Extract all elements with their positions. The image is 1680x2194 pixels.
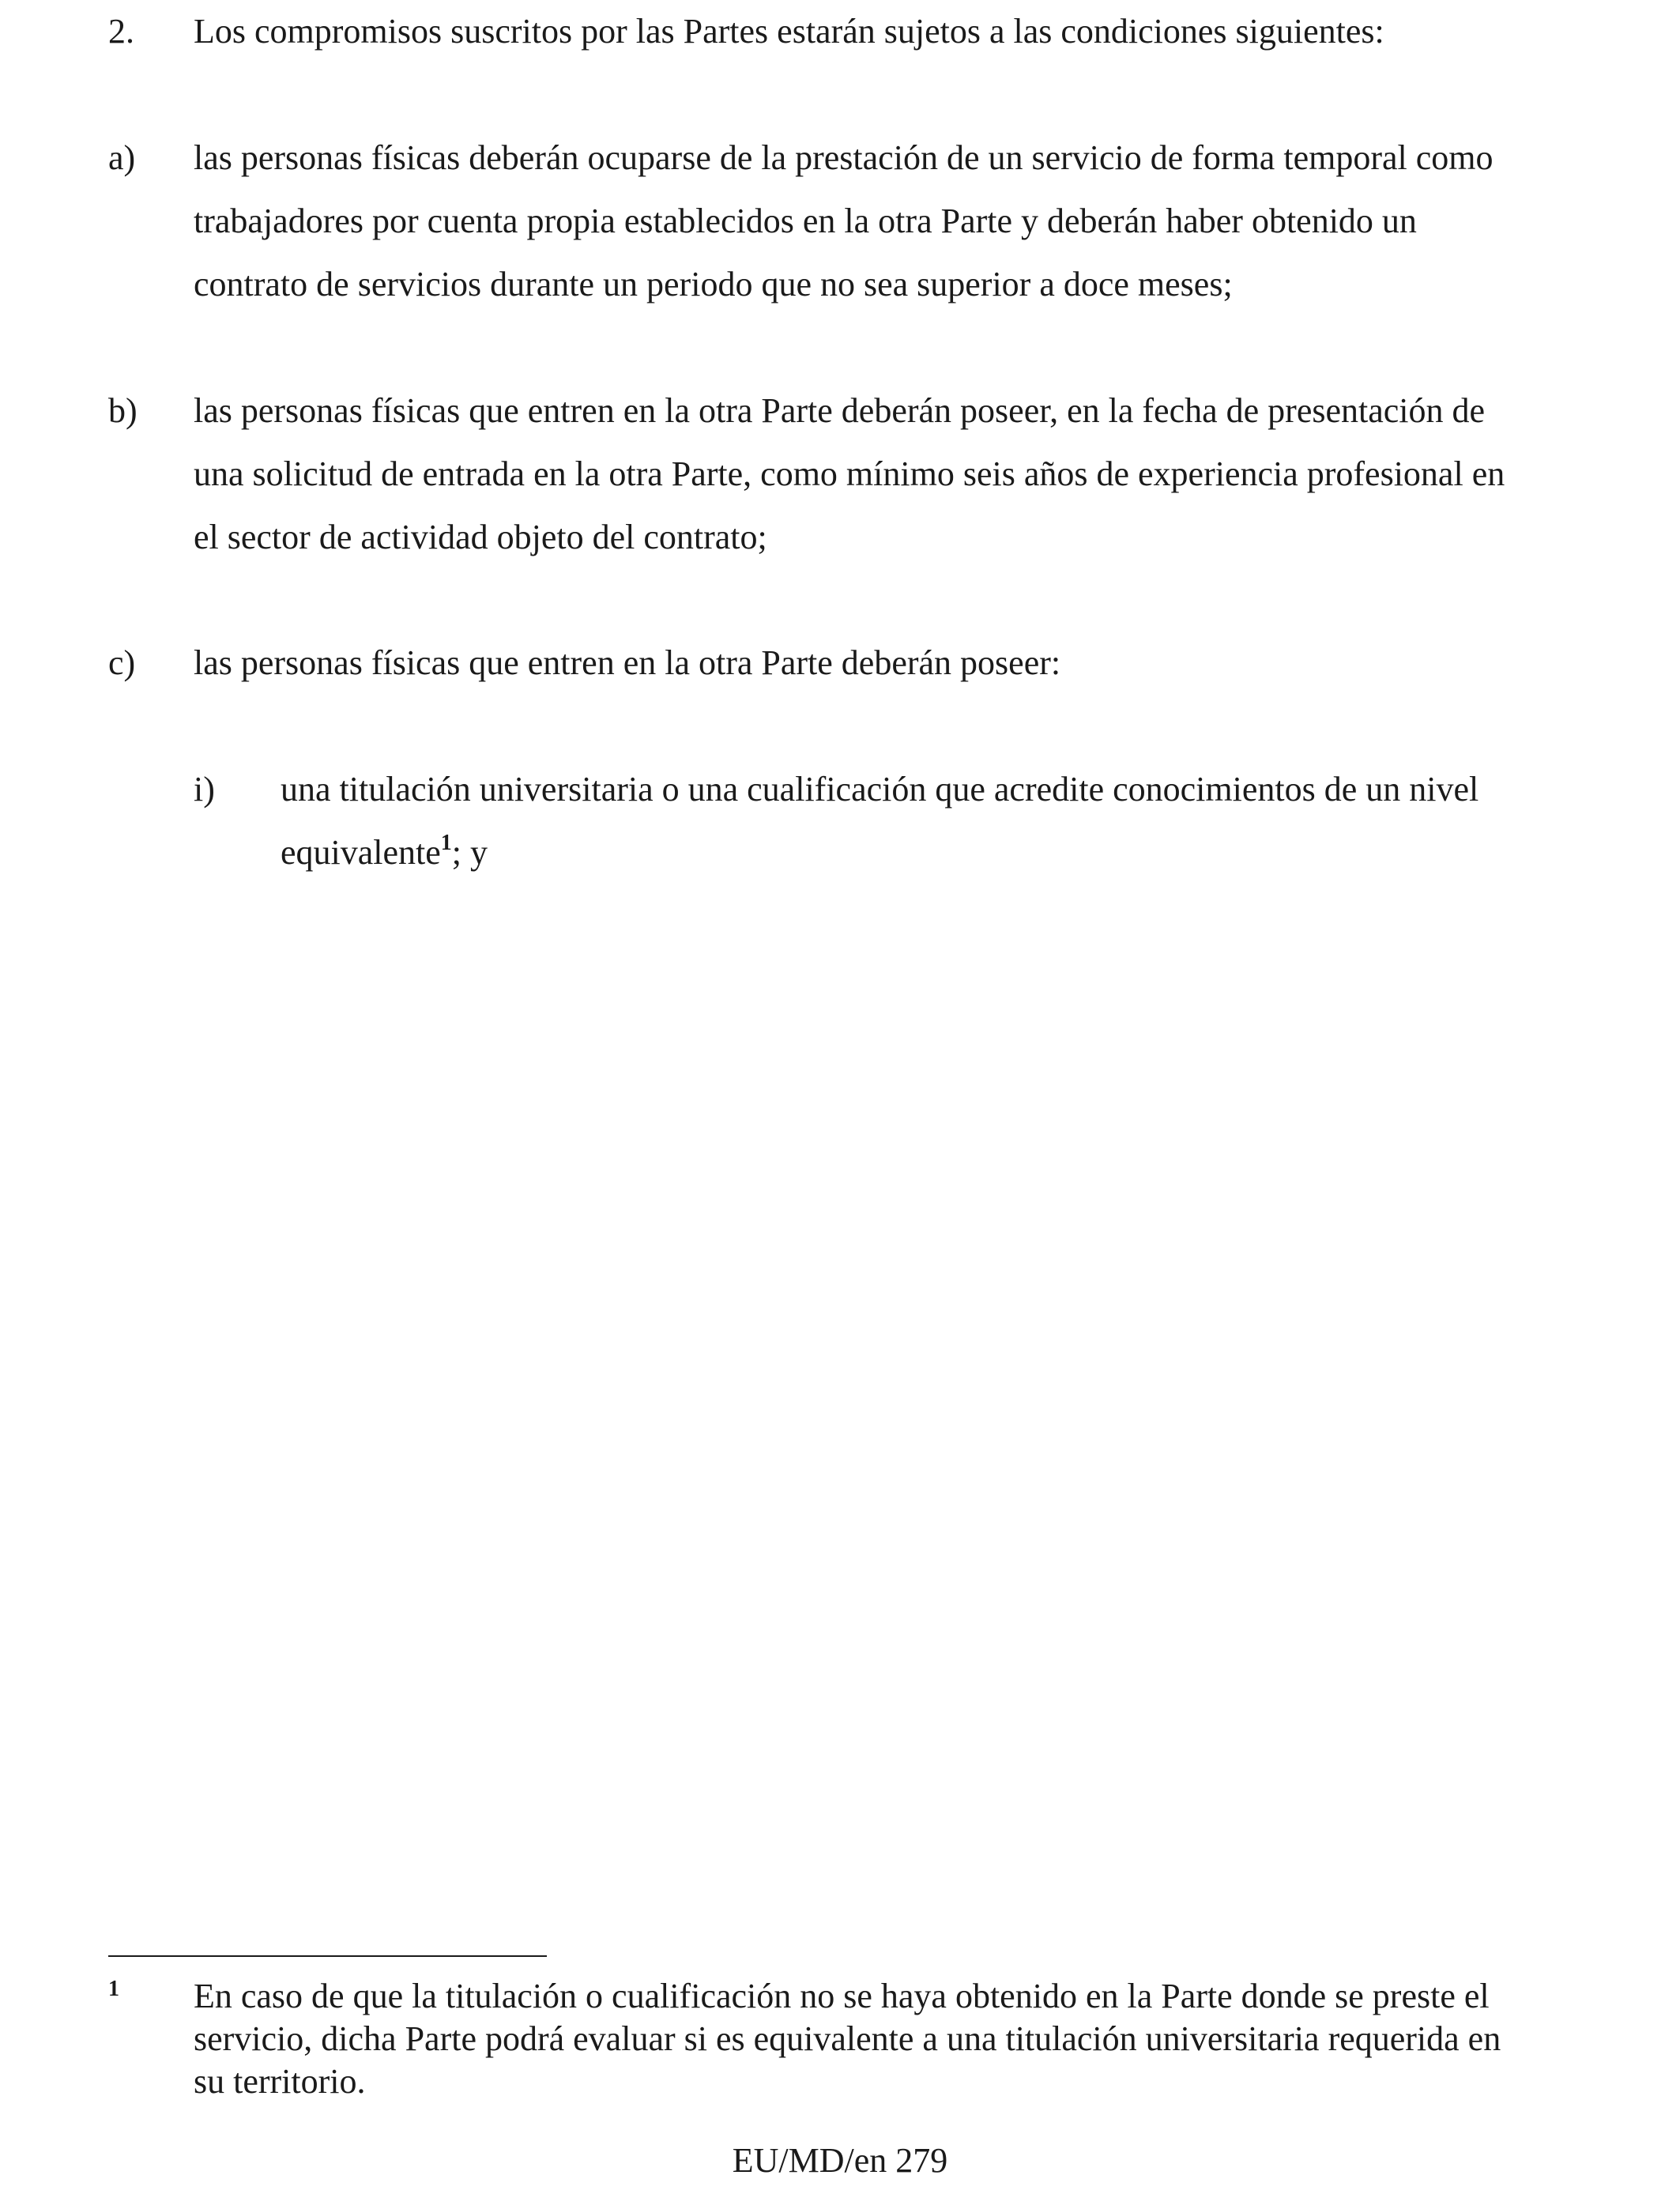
item-a-line-1: las personas físicas deberán ocuparse de la prestación de un servicio de forma temporal como: [194, 138, 1494, 177]
subitem-i-label: i): [194, 770, 215, 809]
subitem-i-line-2-tail: ; y: [451, 833, 488, 872]
item-c-label: c): [108, 643, 136, 682]
paragraph-intro-text: Los compromisos suscritos por las Partes estarán sujetos a las condiciones siguientes:: [194, 12, 1384, 51]
item-b-line-2: una solicitud de entrada en la otra Parte, como mínimo seis años de experiencia profesional en: [194, 454, 1505, 493]
item-b-line-3: el sector de actividad objeto del contrato;: [194, 518, 767, 556]
item-a-line-3: contrato de servicios durante un periodo que no sea superior a doce meses;: [194, 265, 1233, 303]
subitem-i-line-1: una titulación universitaria o una cualificación que acredite conocimientos de un nivel: [281, 770, 1479, 809]
item-b-line-1: las personas físicas que entren en la otra Parte deberán poseer, en la fecha de presentación de: [194, 391, 1486, 430]
item-a-line-2: trabajadores por cuenta propia establecidos en la otra Parte y deberán haber obtenido un: [194, 202, 1417, 240]
page-number: EU/MD/en 279: [732, 2141, 948, 2180]
subitem-i-line-2-text: equivalente: [281, 833, 441, 872]
paragraph-number: 2.: [108, 12, 134, 51]
footnote-line-1: En caso de que la titulación o cualificación no se haya obtenido en la Parte donde se preste el: [194, 1977, 1490, 2015]
footnote-reference[interactable]: 1: [440, 831, 452, 855]
footnote-separator: [108, 1955, 547, 1957]
footnote-mark: 1: [108, 1977, 119, 2001]
item-c-line-1: las personas físicas que entren en la otra Parte deberán poseer:: [194, 643, 1061, 682]
subitem-i-line-2: [281, 831, 488, 872]
footnote-line-2: servicio, dicha Parte podrá evaluar si es equivalente a una titulación universitaria requerida en: [194, 2019, 1501, 2058]
item-a-label: a): [108, 138, 136, 177]
footnote-line-3: su territorio.: [194, 2062, 366, 2101]
item-b-label: b): [108, 391, 137, 430]
